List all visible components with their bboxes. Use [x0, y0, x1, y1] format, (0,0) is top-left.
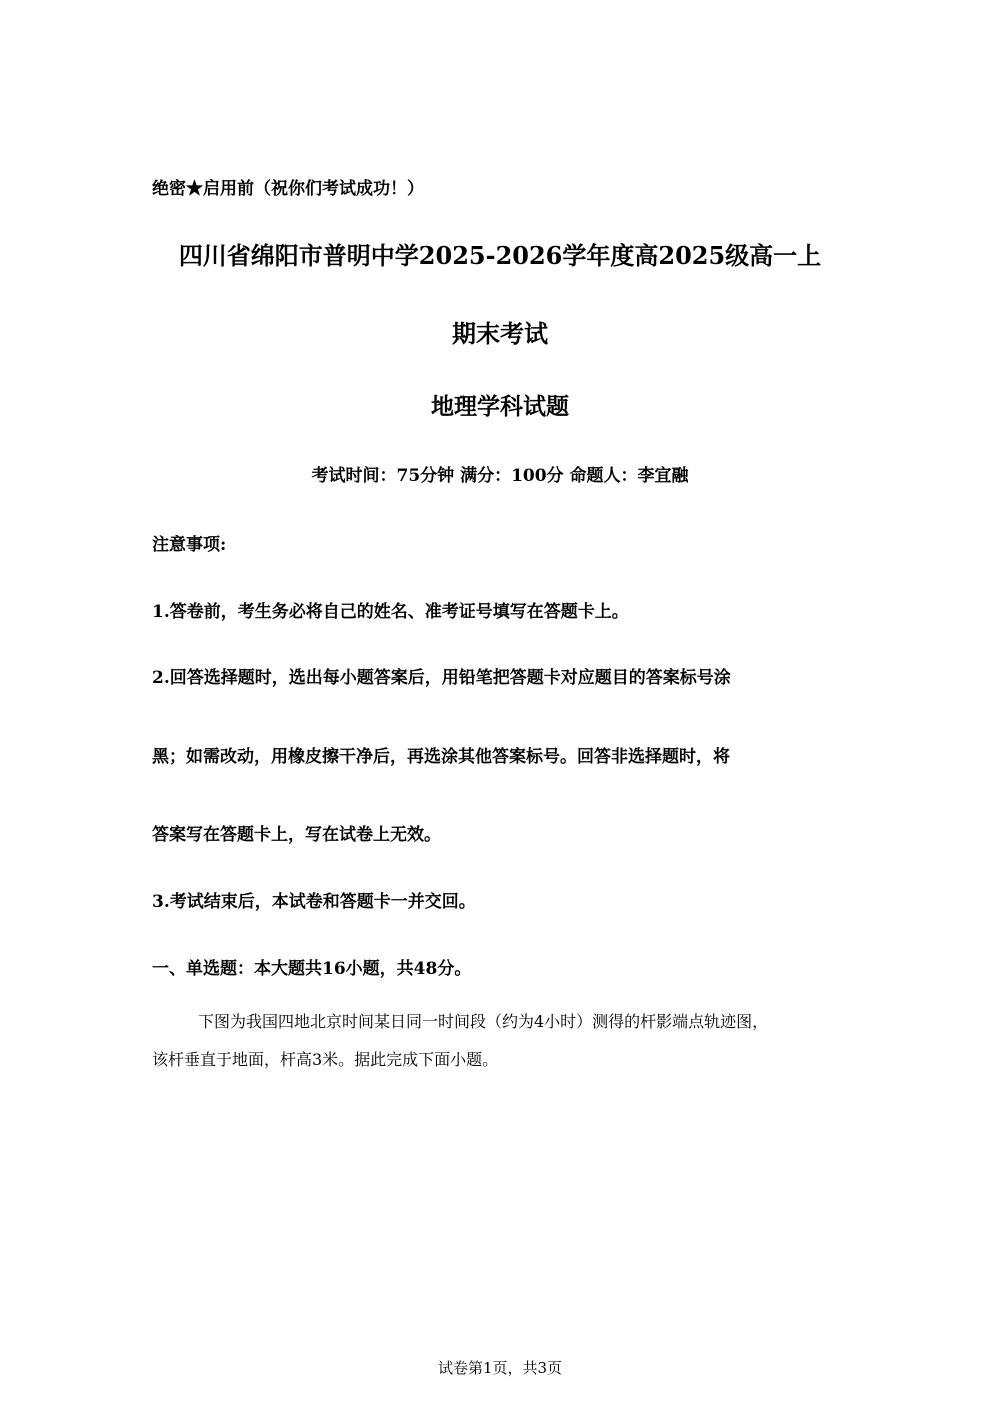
exam-title-line2: 期末考试 — [452, 319, 548, 348]
notice-item-2-line3: 答案写在答题卡上，写在试卷上无效。 — [152, 825, 441, 845]
notice-item-2-line2: 黑；如需改动，用橡皮擦干净后，再选涂其他答案标号。回答非选择题时，将 — [152, 747, 730, 767]
subject-title: 地理学科试题 — [431, 393, 569, 420]
confidential-notice: 绝密★启用前（祝你们考试成功！） — [152, 179, 424, 199]
exam-title-line1: 四川省绵阳市普明中学2025-2026学年度高2025级高一上 — [178, 241, 822, 270]
notice-item-3: 3.考试结束后，本试卷和答题卡一并交回。 — [152, 892, 476, 912]
question-intro-line2: 该杆垂直于地面，杆高3米。据此完成下面小题。 — [152, 1050, 499, 1069]
section-heading: 一、单选题：本大题共16小题，共48分。 — [152, 959, 472, 979]
question-intro-line1: 下图为我国四地北京时间某日同一时间段（约为4小时）测得的杆影端点轨迹图， — [198, 1012, 769, 1031]
page-footer: 试卷第1页，共3页 — [437, 1359, 563, 1377]
exam-info: 考试时间：75分钟 满分：100分 命题人：李宜融 — [311, 466, 689, 486]
notice-item-1: 1.答卷前，考生务必将自己的姓名、准考证号填写在答题卡上。 — [152, 602, 629, 622]
notice-item-2-line1: 2.回答选择题时，选出每小题答案后，用铅笔把答题卡对应题目的答案标号涂 — [152, 668, 731, 688]
notice-heading: 注意事项: — [152, 535, 227, 555]
